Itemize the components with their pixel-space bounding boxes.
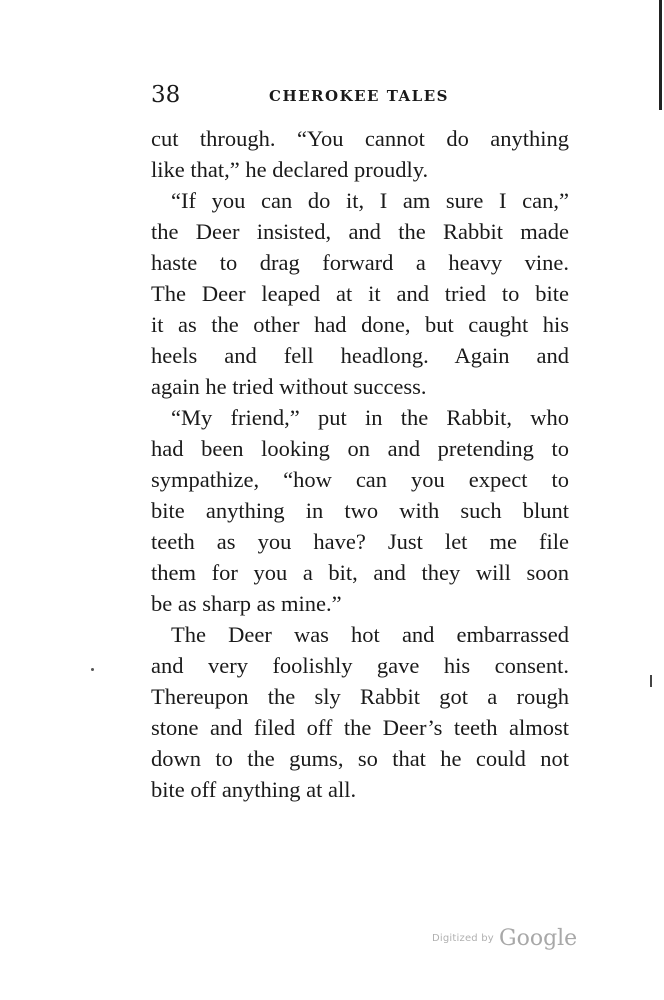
text-line: heels and fell headlong. Again and xyxy=(151,343,569,368)
body-text xyxy=(151,123,569,805)
text-line: like that,” he declared proudly. xyxy=(151,157,429,182)
text-line: bite anything in two with such blunt xyxy=(151,498,569,523)
page-number: 38 xyxy=(151,82,181,108)
digitized-watermark xyxy=(432,926,577,951)
text-line: stone and filed off the Deer’s teeth almost xyxy=(151,715,569,740)
text-line: The Deer was hot and embarrassed xyxy=(171,622,569,647)
page-edge-line xyxy=(659,0,662,110)
text-line: bite off anything at all. xyxy=(151,777,357,802)
text-line: cut through. “You cannot do anything xyxy=(151,126,569,151)
text-line: them for you a bit, and they will soon xyxy=(151,560,569,585)
page-header xyxy=(151,82,571,108)
text-line: the Deer insisted, and the Rabbit made xyxy=(151,219,569,244)
text-line: “If you can do it, I am sure I can,” xyxy=(171,188,569,213)
text-line: “My friend,” put in the Rabbit, who xyxy=(171,405,569,430)
text-line: teeth as you have? Just let me file xyxy=(151,529,569,554)
text-line: The Deer leaped at it and tried to bite xyxy=(151,281,569,306)
text-line: down to the gums, so that he could not xyxy=(151,746,569,771)
text-line: be as sharp as mine.” xyxy=(151,591,342,616)
text-line: again he tried without success. xyxy=(151,374,427,399)
scan-speck xyxy=(91,668,94,671)
text-line: Thereupon the sly Rabbit got a rough xyxy=(151,684,569,709)
text-line: had been looking on and pretending to xyxy=(151,436,569,461)
running-head: CHEROKEE TALES xyxy=(269,87,449,105)
google-logo: Google xyxy=(499,926,578,951)
text-line: haste to drag forward a heavy vine. xyxy=(151,250,569,275)
text-line: and very foolishly gave his consent. xyxy=(151,653,569,678)
text-line: it as the other had done, but caught his xyxy=(151,312,569,337)
page-edge-mark xyxy=(650,675,652,687)
text-line: sympathize, “how can you expect to xyxy=(151,467,569,492)
watermark-prefix: Digitized by xyxy=(432,933,494,944)
